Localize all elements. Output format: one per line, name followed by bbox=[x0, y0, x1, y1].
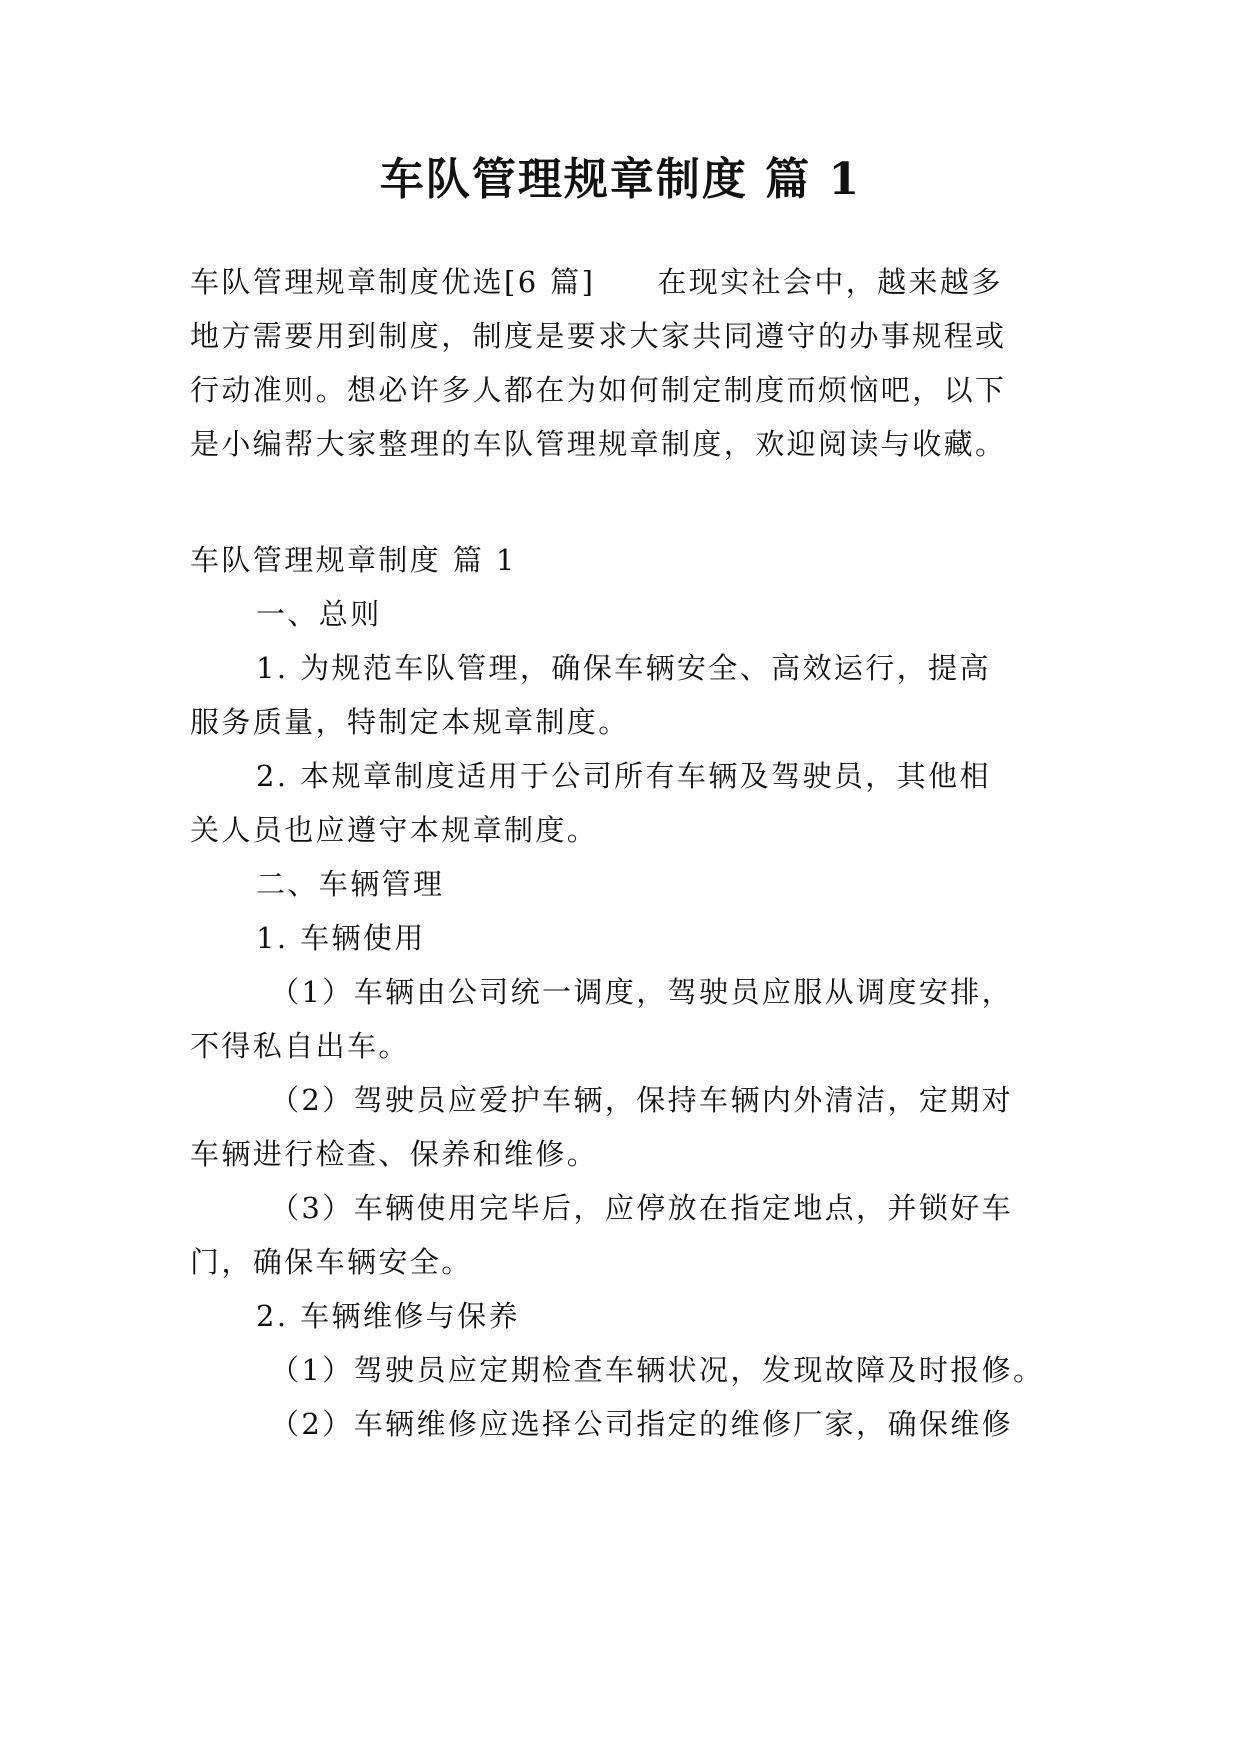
body-line: 一、总则 bbox=[256, 597, 382, 631]
body-line: 车辆进行检查、保养和维修。 bbox=[190, 1137, 599, 1171]
body-line: （2）驾驶员应爱护车辆，保持车辆内外清洁，定期对 bbox=[270, 1083, 1014, 1117]
body-line: 关人员也应遵守本规章制度。 bbox=[190, 813, 599, 847]
body-line: （3）车辆使用完毕后，应停放在指定地点，并锁好车 bbox=[270, 1191, 1014, 1225]
body-line: 服务质量，特制定本规章制度。 bbox=[190, 705, 630, 739]
intro-line-4: 是小编帮大家整理的车队管理规章制度，欢迎阅读与收藏。 bbox=[190, 427, 1007, 461]
intro-line-1-b: 在现实社会中，越来越多 bbox=[657, 265, 1003, 299]
body-line: 二、车辆管理 bbox=[256, 867, 445, 901]
page-title: 车队管理规章制度 篇 1 bbox=[379, 154, 862, 205]
intro-line-1-a: 车队管理规章制度优选[6 篇] bbox=[190, 265, 596, 299]
body-line: 不得私自出车。 bbox=[190, 1029, 410, 1063]
body-line: （1）驾驶员应定期检查车辆状况，发现故障及时报修。 bbox=[270, 1353, 1045, 1387]
intro-line-3: 行动准则。想必许多人都在为如何制定制度而烦恼吧，以下 bbox=[190, 373, 1007, 407]
intro-line-1 bbox=[190, 262, 1003, 302]
body-line: 1. 为规范车队管理，确保车辆安全、高效运行，提高 bbox=[256, 651, 991, 685]
body-line: （1）车辆由公司统一调度，驾驶员应服从调度安排， bbox=[270, 975, 1014, 1009]
body-line: 门，确保车辆安全。 bbox=[190, 1245, 473, 1279]
body-line: 2. 本规章制度适用于公司所有车辆及驾驶员，其他相 bbox=[256, 759, 991, 793]
body-line: 1. 车辆使用 bbox=[256, 921, 426, 955]
intro-line-2: 地方需要用到制度，制度是要求大家共同遵守的办事规程或 bbox=[190, 319, 1007, 353]
body-line: 2. 车辆维修与保养 bbox=[256, 1299, 520, 1333]
body-line: （2）车辆维修应选择公司指定的维修厂家，确保维修 bbox=[270, 1407, 1014, 1441]
section-heading: 车队管理规章制度 篇 1 bbox=[190, 543, 517, 577]
